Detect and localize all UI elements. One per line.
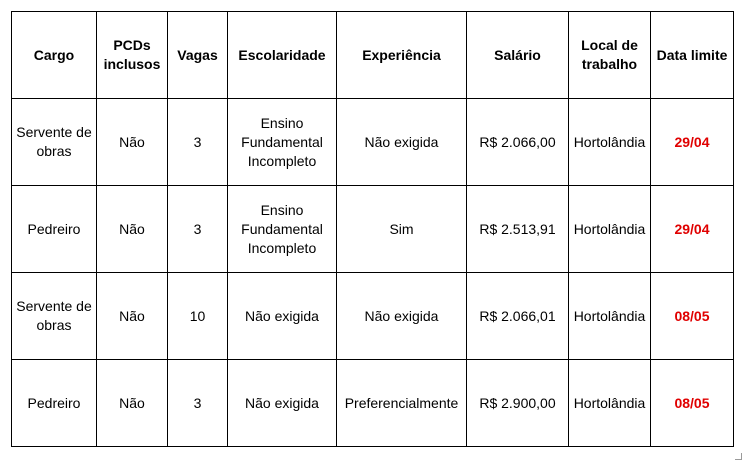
cell-data-limite: 08/05 — [651, 273, 734, 360]
header-pcds: PCDs inclusos — [97, 12, 168, 99]
cell-escolaridade: Ensino Fundamental Incompleto — [228, 99, 337, 186]
cell-experiencia: Não exigida — [337, 99, 467, 186]
cell-pcds: Não — [97, 99, 168, 186]
cell-salario: R$ 2.513,91 — [467, 186, 569, 273]
cell-local: Hortolândia — [569, 99, 651, 186]
table-row — [12, 360, 734, 447]
header-experiencia: Experiência — [337, 12, 467, 99]
header-salario: Salário — [467, 12, 569, 99]
cell-data-limite: 08/05 — [651, 360, 734, 447]
cell-cargo: Servente de obras — [12, 273, 97, 360]
cell-vagas: 10 — [168, 273, 228, 360]
cell-cargo: Pedreiro — [12, 186, 97, 273]
cell-vagas: 3 — [168, 360, 228, 447]
cell-pcds: Não — [97, 360, 168, 447]
cell-experiencia: Não exigida — [337, 273, 467, 360]
cell-experiencia: Preferencialmente — [337, 360, 467, 447]
cell-vagas: 3 — [168, 186, 228, 273]
cell-vagas: 3 — [168, 99, 228, 186]
cell-local: Hortolândia — [569, 186, 651, 273]
resize-grip-icon — [735, 453, 742, 460]
cell-salario: R$ 2.066,01 — [467, 273, 569, 360]
cell-data-limite: 29/04 — [651, 99, 734, 186]
header-escolaridade: Escolaridade — [228, 12, 337, 99]
cell-local: Hortolândia — [569, 360, 651, 447]
cell-escolaridade: Não exigida — [228, 273, 337, 360]
cell-escolaridade: Ensino Fundamental Incompleto — [228, 186, 337, 273]
cell-data-limite: 29/04 — [651, 186, 734, 273]
cell-local: Hortolândia — [569, 273, 651, 360]
header-row — [12, 12, 734, 99]
cell-cargo: Servente de obras — [12, 99, 97, 186]
header-data-limite: Data limite — [651, 12, 734, 99]
header-local: Local de trabalho — [569, 12, 651, 99]
cell-cargo: Pedreiro — [12, 360, 97, 447]
cell-salario: R$ 2.900,00 — [467, 360, 569, 447]
job-listings-table — [11, 11, 734, 447]
table-row — [12, 99, 734, 186]
cell-pcds: Não — [97, 186, 168, 273]
header-vagas: Vagas — [168, 12, 228, 99]
cell-escolaridade: Não exigida — [228, 360, 337, 447]
table-row — [12, 273, 734, 360]
cell-salario: R$ 2.066,00 — [467, 99, 569, 186]
header-cargo: Cargo — [12, 12, 97, 99]
table-row — [12, 186, 734, 273]
cell-experiencia: Sim — [337, 186, 467, 273]
cell-pcds: Não — [97, 273, 168, 360]
